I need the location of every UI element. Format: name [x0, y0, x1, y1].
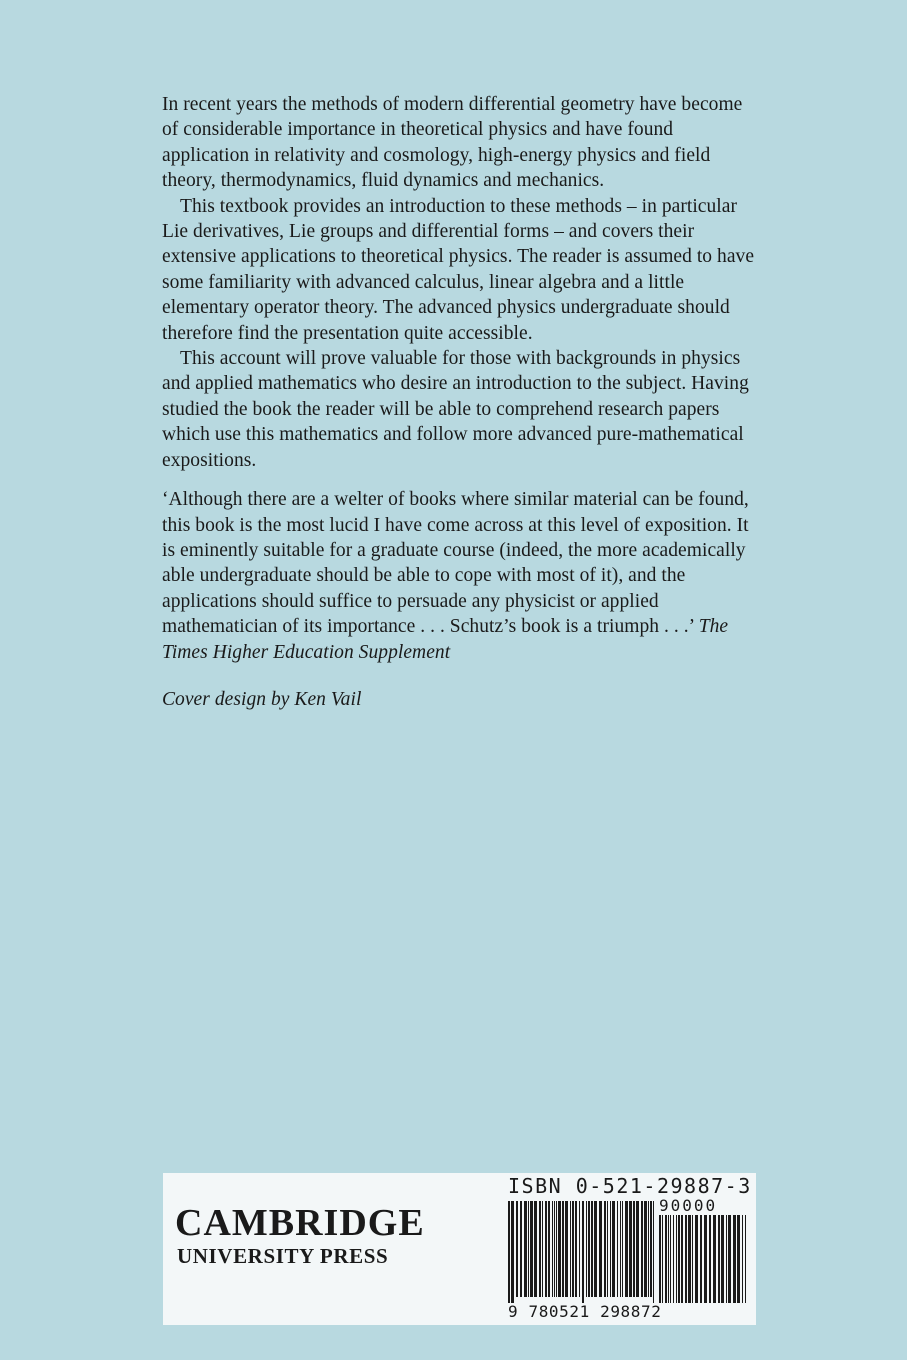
- barcode-bar: [726, 1215, 727, 1303]
- logo-line-cambridge: CAMBRIDGE: [175, 1202, 425, 1244]
- barcode-bar: [622, 1201, 623, 1297]
- barcode-bar: [516, 1201, 518, 1297]
- barcode-bar: [575, 1201, 577, 1297]
- barcode-bar: [570, 1201, 571, 1297]
- barcode-bar: [700, 1215, 702, 1303]
- barcode-bar: [604, 1201, 606, 1297]
- barcode-bar: [650, 1201, 652, 1297]
- barcode-bar: [659, 1215, 661, 1303]
- barcode-bar: [733, 1215, 736, 1303]
- barcode-bar: [545, 1201, 547, 1297]
- barcode-bar: [508, 1201, 510, 1303]
- barcode-ean-number: 9 780521 298872: [508, 1302, 662, 1321]
- barcode-bar: [552, 1201, 553, 1297]
- barcode-bar: [745, 1215, 746, 1303]
- barcode-bar: [648, 1201, 649, 1297]
- review-text: ‘Although there are a welter of books where similar material can be found, this book is the most lucid I have come across at this level of exposition. It is eminently suitable for a graduate course (indeed, the more academically able undergraduate should be able to cope with most of it), and the applications should suffice to persuade any physicist or applied mathematician of its importance . . . Schutz’s book is a triumph . . .’: [162, 489, 749, 638]
- barcode-bar: [511, 1201, 514, 1303]
- barcode-bar: [721, 1215, 724, 1303]
- isbn-label: ISBN 0-521-29887-3: [508, 1174, 752, 1198]
- barcode-bar: [629, 1201, 632, 1297]
- barcode-bar: [742, 1215, 743, 1303]
- barcode-bar: [678, 1215, 680, 1303]
- blurb-paragraph-1: In recent years the methods of modern differential geometry have become of considerable importance in theoretical physics and have found application in relativity and cosmology, high-energy physics and field theory, thermodynamics, fluid dynamics and mechanics.: [162, 94, 743, 192]
- barcode-bar: [728, 1215, 731, 1303]
- cambridge-logo: [175, 1203, 425, 1269]
- barcode-bar: [668, 1215, 669, 1303]
- barcode-bar: [633, 1201, 635, 1297]
- barcode-bar: [520, 1201, 522, 1297]
- barcode-bar: [681, 1215, 683, 1303]
- barcode-bar: [617, 1201, 618, 1297]
- review-quote: [162, 487, 762, 665]
- barcode-bar: [641, 1201, 643, 1297]
- barcode-bar: [610, 1201, 611, 1297]
- barcode-bar: [591, 1201, 593, 1297]
- barcode-bar: [665, 1215, 667, 1303]
- barcode-bar: [599, 1201, 602, 1297]
- barcode-bar: [594, 1201, 597, 1297]
- cover-design-credit: Cover design by Ken Vail: [162, 688, 362, 710]
- barcode-addon: [659, 1215, 747, 1303]
- barcode-bar: [685, 1215, 687, 1303]
- publisher-box: [163, 1173, 756, 1325]
- barcode-bar: [534, 1201, 537, 1297]
- barcode-bar: [737, 1215, 740, 1303]
- barcode-bar: [620, 1201, 621, 1297]
- logo-line-university-press: UNIVERSITY PRESS: [177, 1244, 389, 1268]
- barcode-bar: [607, 1201, 608, 1297]
- barcode-bar: [539, 1201, 541, 1297]
- barcode-bar: [688, 1215, 691, 1303]
- barcode-bar: [530, 1201, 533, 1297]
- barcode-bar: [565, 1201, 568, 1297]
- barcode-bar: [713, 1215, 716, 1303]
- barcode-bar: [692, 1215, 693, 1303]
- barcode-bar: [636, 1201, 639, 1297]
- barcode-bar: [528, 1201, 529, 1297]
- barcode-bar: [673, 1215, 674, 1303]
- blurb-paragraph-3: This account will prove valuable for those with backgrounds in physics and applied mathematics who desire an introduction to the subject. Having studied the book the reader will be able to comprehend research papers which use this mathematics and follow more advanced pure-mathematical expositions.: [162, 348, 749, 471]
- back-cover-text: [162, 92, 762, 712]
- barcode-bar: [625, 1201, 628, 1297]
- barcode-bar: [556, 1201, 557, 1297]
- barcode-bar: [586, 1201, 587, 1297]
- barcode-bar: [542, 1201, 543, 1297]
- barcode-bar: [548, 1201, 550, 1297]
- barcode-bar: [562, 1201, 564, 1297]
- review-source: The Times Higher Education Supplement: [162, 616, 729, 663]
- blurb-paragraph-2: This textbook provides an introduction to these methods – in particular Lie derivatives, Lie groups and differential forms – and covers their extensive applications to theoretical physics. The reader is assumed to have some familiarity with advanced calculus, linear algebra and a little elementary operator theory. The advanced physics undergraduate should therefore find the presentation quite accessible.: [162, 195, 755, 344]
- barcode-bar: [644, 1201, 647, 1297]
- barcode-bar: [612, 1201, 615, 1297]
- barcode-bar: [653, 1201, 654, 1303]
- barcode-bar: [676, 1215, 677, 1303]
- barcode-bar: [695, 1215, 698, 1303]
- barcode-bar: [558, 1201, 561, 1297]
- barcode-main: [508, 1201, 656, 1303]
- barcode-bar: [524, 1201, 527, 1297]
- barcode-bar: [554, 1201, 555, 1297]
- barcode-bar: [572, 1201, 574, 1297]
- barcode-bar: [579, 1201, 580, 1297]
- barcode-bar: [670, 1215, 671, 1303]
- barcode-bar: [704, 1215, 707, 1303]
- barcode-bar: [718, 1215, 720, 1303]
- barcode-bar: [709, 1215, 711, 1303]
- barcode-bar: [588, 1201, 590, 1297]
- barcode-bar: [582, 1201, 584, 1303]
- barcode-addon-number: 90000: [659, 1196, 718, 1215]
- barcode-bar: [662, 1215, 663, 1303]
